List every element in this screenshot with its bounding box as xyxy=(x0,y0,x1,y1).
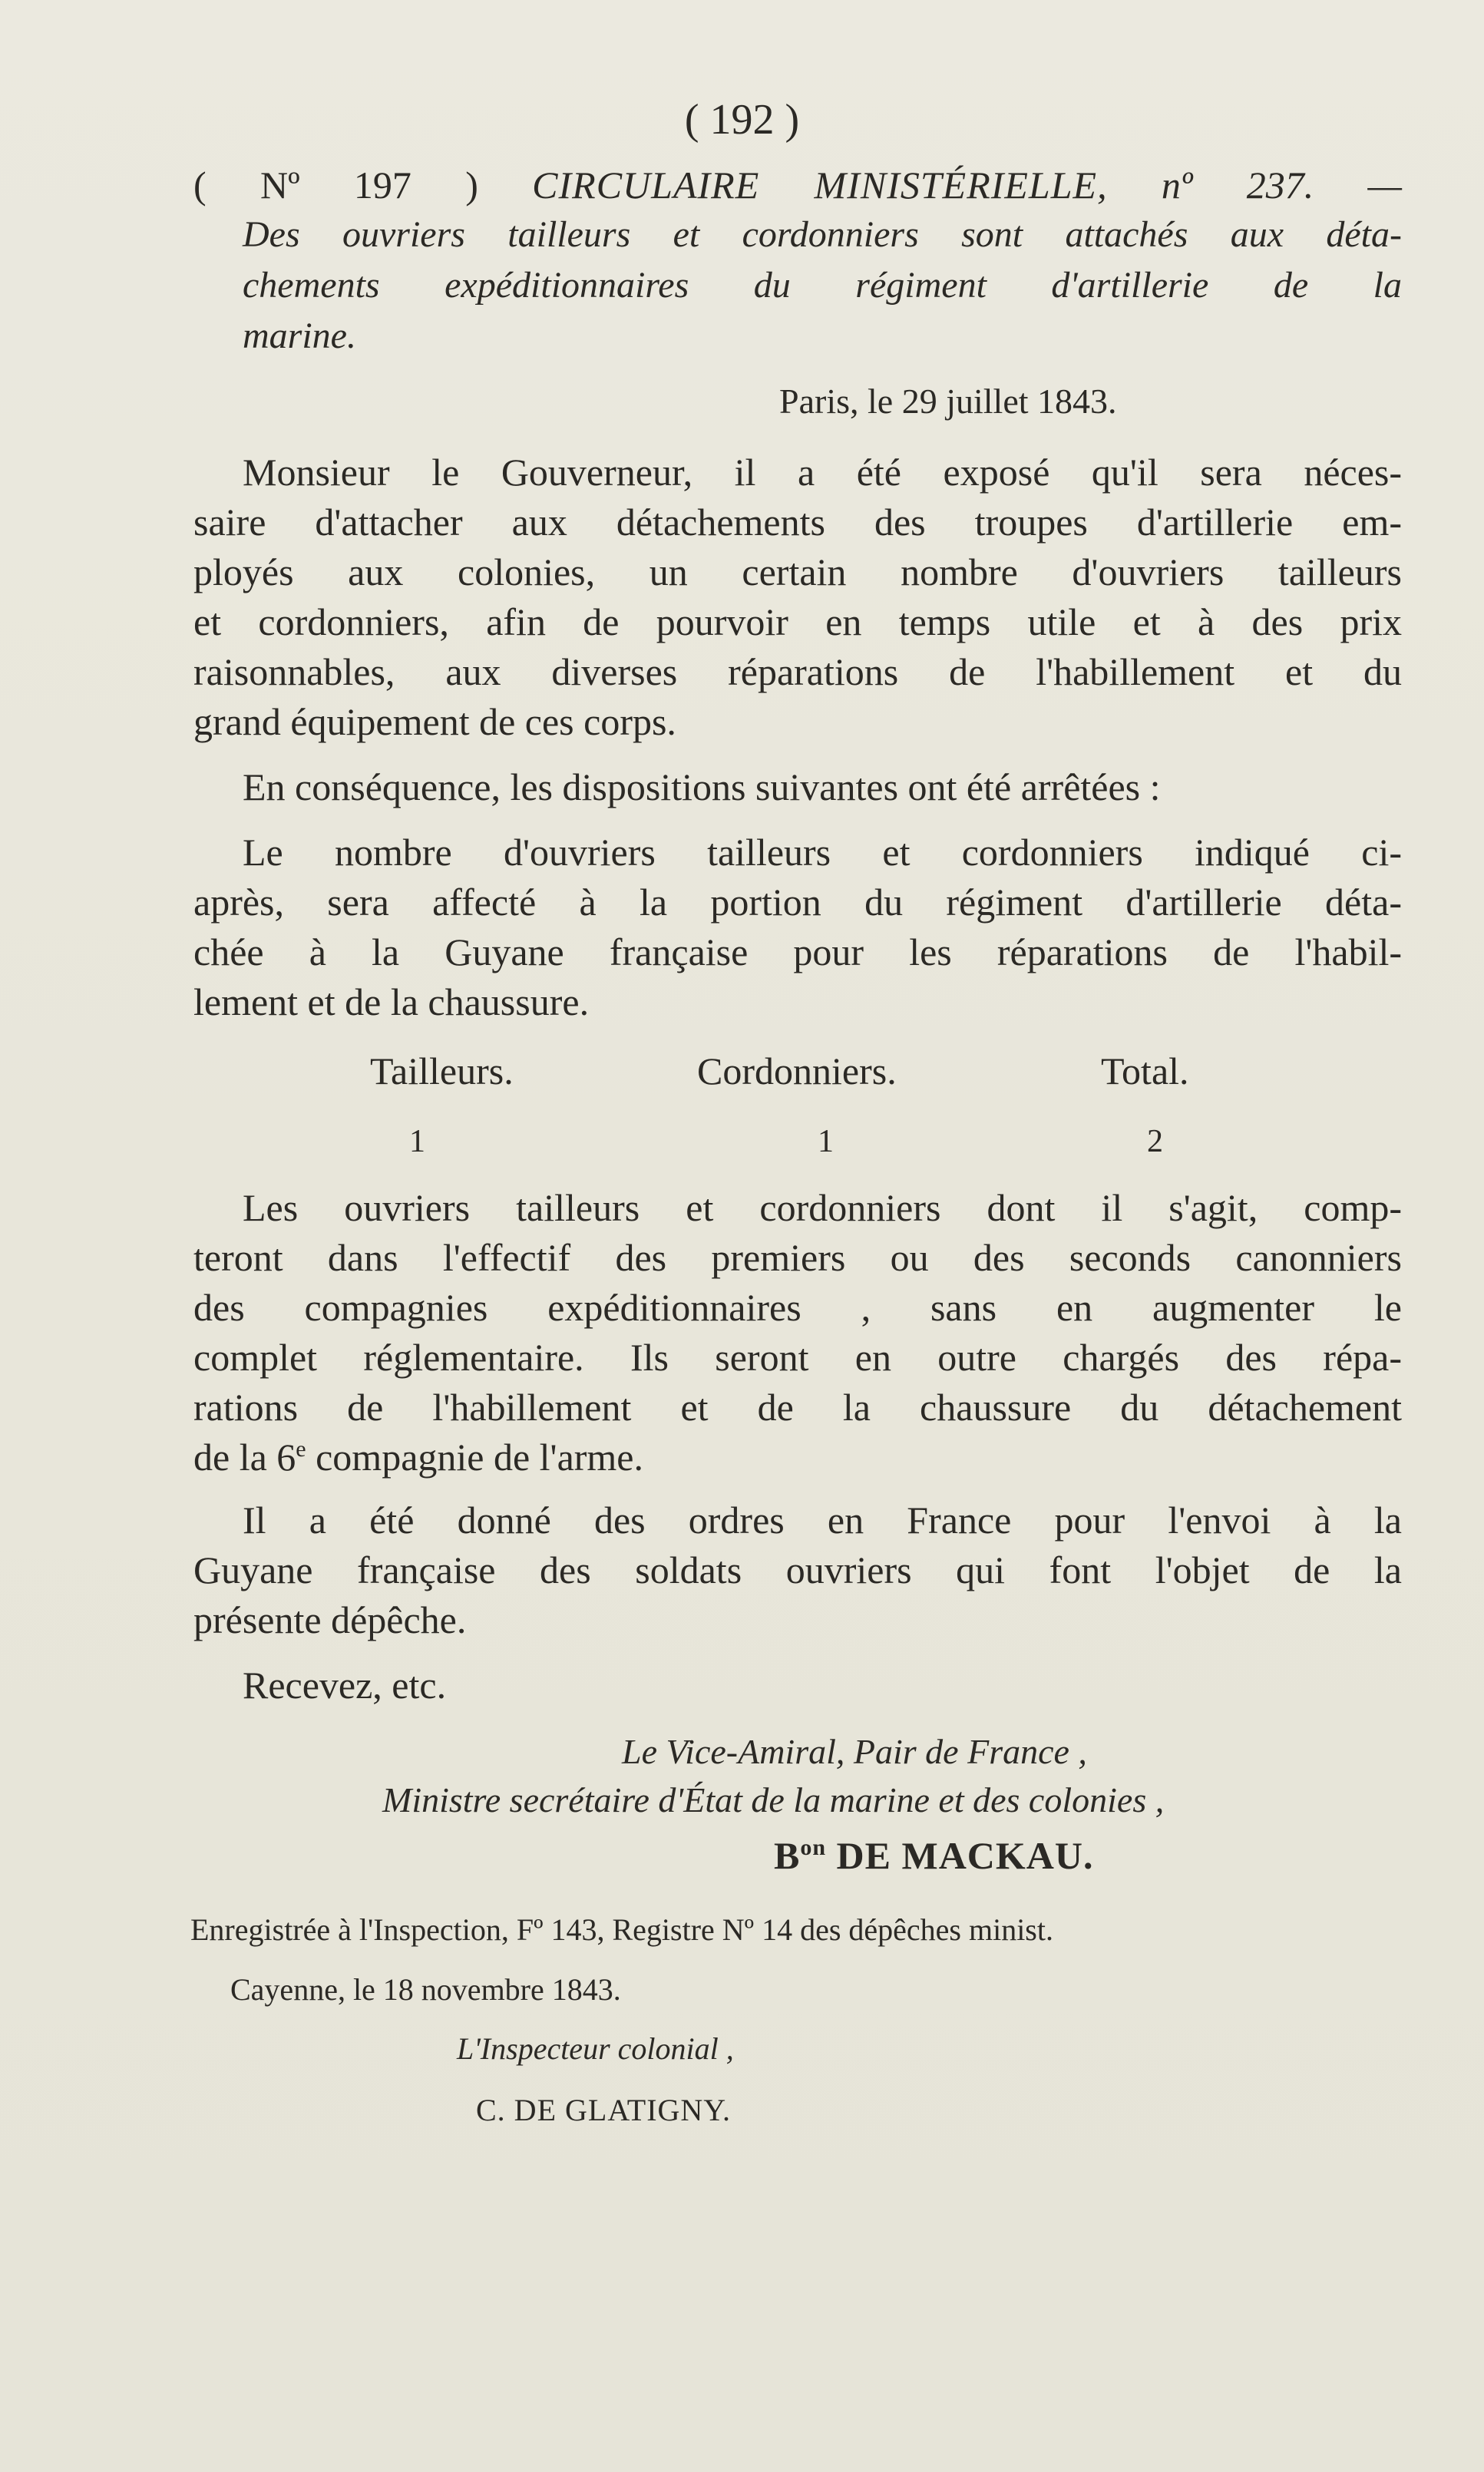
signature-title-line: Le Vice-Amiral, Pair de France , xyxy=(622,1732,1087,1771)
paragraph-line: Le nombre d'ouvriers tailleurs et cordonniers indiqué ci- xyxy=(243,831,1402,874)
paragraph-line: saire d'attacher aux détachements des troupes d'artillerie em- xyxy=(193,501,1402,544)
paragraph-line: Les ouvriers tailleurs et cordonniers dont il s'agit, comp- xyxy=(243,1186,1402,1229)
table-value-cordonniers: 1 xyxy=(818,1124,834,1159)
signature-name xyxy=(774,1833,1094,1878)
paragraph-line: et cordonniers, afin de pourvoir en temps utile et à des prix xyxy=(193,600,1402,643)
table-header-total: Total. xyxy=(1101,1049,1189,1092)
paragraph-line: Monsieur le Gouverneur, il a été exposé qu'il sera néces- xyxy=(243,451,1402,494)
paragraph-line: ployés aux colonies, un certain nombre d'ouvriers tailleurs xyxy=(193,550,1402,593)
ordinal-superscript: e xyxy=(296,1436,306,1462)
paragraph-line xyxy=(193,1436,1402,1479)
table-value-total: 2 xyxy=(1147,1124,1163,1159)
signature-name-prefix: B xyxy=(774,1834,801,1877)
table-header-cordonniers: Cordonniers. xyxy=(697,1049,897,1092)
paragraph-line: présente dépêche. xyxy=(193,1598,467,1641)
registration-note: Enregistrée à l'Inspection, Fº 143, Registre Nº 14 des dépêches minist. xyxy=(190,1912,1053,1947)
circular-heading xyxy=(193,164,1402,207)
table-header-tailleurs: Tailleurs. xyxy=(370,1049,514,1092)
inspector-title: L'Inspecteur colonial , xyxy=(457,2031,734,2066)
letter-date: Paris, le 29 juillet 1843. xyxy=(779,382,1117,421)
subheading-line: chements expéditionnaires du régiment d'artillerie de la xyxy=(243,265,1402,306)
paragraph-text: compagnie de l'arme. xyxy=(306,1436,643,1479)
subheading-line: Des ouvriers tailleurs et cordonniers sont attachés aux déta- xyxy=(243,214,1402,255)
table-value-tailleurs: 1 xyxy=(409,1124,425,1159)
paragraph-text: de la 6 xyxy=(193,1436,296,1479)
paragraph-line: après, sera affecté à la portion du régiment d'artillerie déta- xyxy=(193,881,1402,924)
page-number: ( 192 ) xyxy=(684,96,800,144)
paragraph-line: En conséquence, les dispositions suivantes ont été arrêtées : xyxy=(243,765,1161,808)
signature-title-line: Ministre secrétaire d'État de la marine et des colonies , xyxy=(382,1780,1165,1819)
closing-formula: Recevez, etc. xyxy=(243,1664,447,1707)
paragraph-line: lement et de la chaussure. xyxy=(193,980,590,1023)
paragraph-line: chée à la Guyane française pour les réparations de l'habil- xyxy=(193,930,1402,973)
paragraph-line: Guyane française des soldats ouvriers qui font l'objet de la xyxy=(193,1548,1402,1591)
paragraph-line: teront dans l'effectif des premiers ou des seconds canonniers xyxy=(193,1236,1402,1279)
circular-suffix: nº 237. — xyxy=(1161,164,1402,207)
paragraph-line: Il a été donné des ordres en France pour l'envoi à la xyxy=(243,1499,1402,1542)
paragraph-line: des compagnies expéditionnaires , sans en augmenter le xyxy=(193,1286,1402,1329)
paragraph-line: grand équipement de ces corps. xyxy=(193,700,676,743)
inspector-name: C. DE GLATIGNY. xyxy=(476,2093,732,2127)
circular-number: ( Nº 197 ) xyxy=(193,164,478,207)
paragraph-line: raisonnables, aux diverses réparations de l'habillement et du xyxy=(193,650,1402,693)
subheading-line: marine. xyxy=(243,316,356,356)
paragraph-line: complet réglementaire. Ils seront en outre chargés des répa- xyxy=(193,1336,1402,1379)
cayenne-date: Cayenne, le 18 novembre 1843. xyxy=(230,1972,621,2007)
signature-name-text: DE MACKAU. xyxy=(826,1834,1094,1877)
signature-superscript: on xyxy=(800,1835,827,1860)
circular-title: CIRCULAIRE MINISTÉRIELLE, xyxy=(532,164,1108,207)
paragraph-line: rations de l'habillement et de la chaussure du détachement xyxy=(193,1386,1402,1429)
